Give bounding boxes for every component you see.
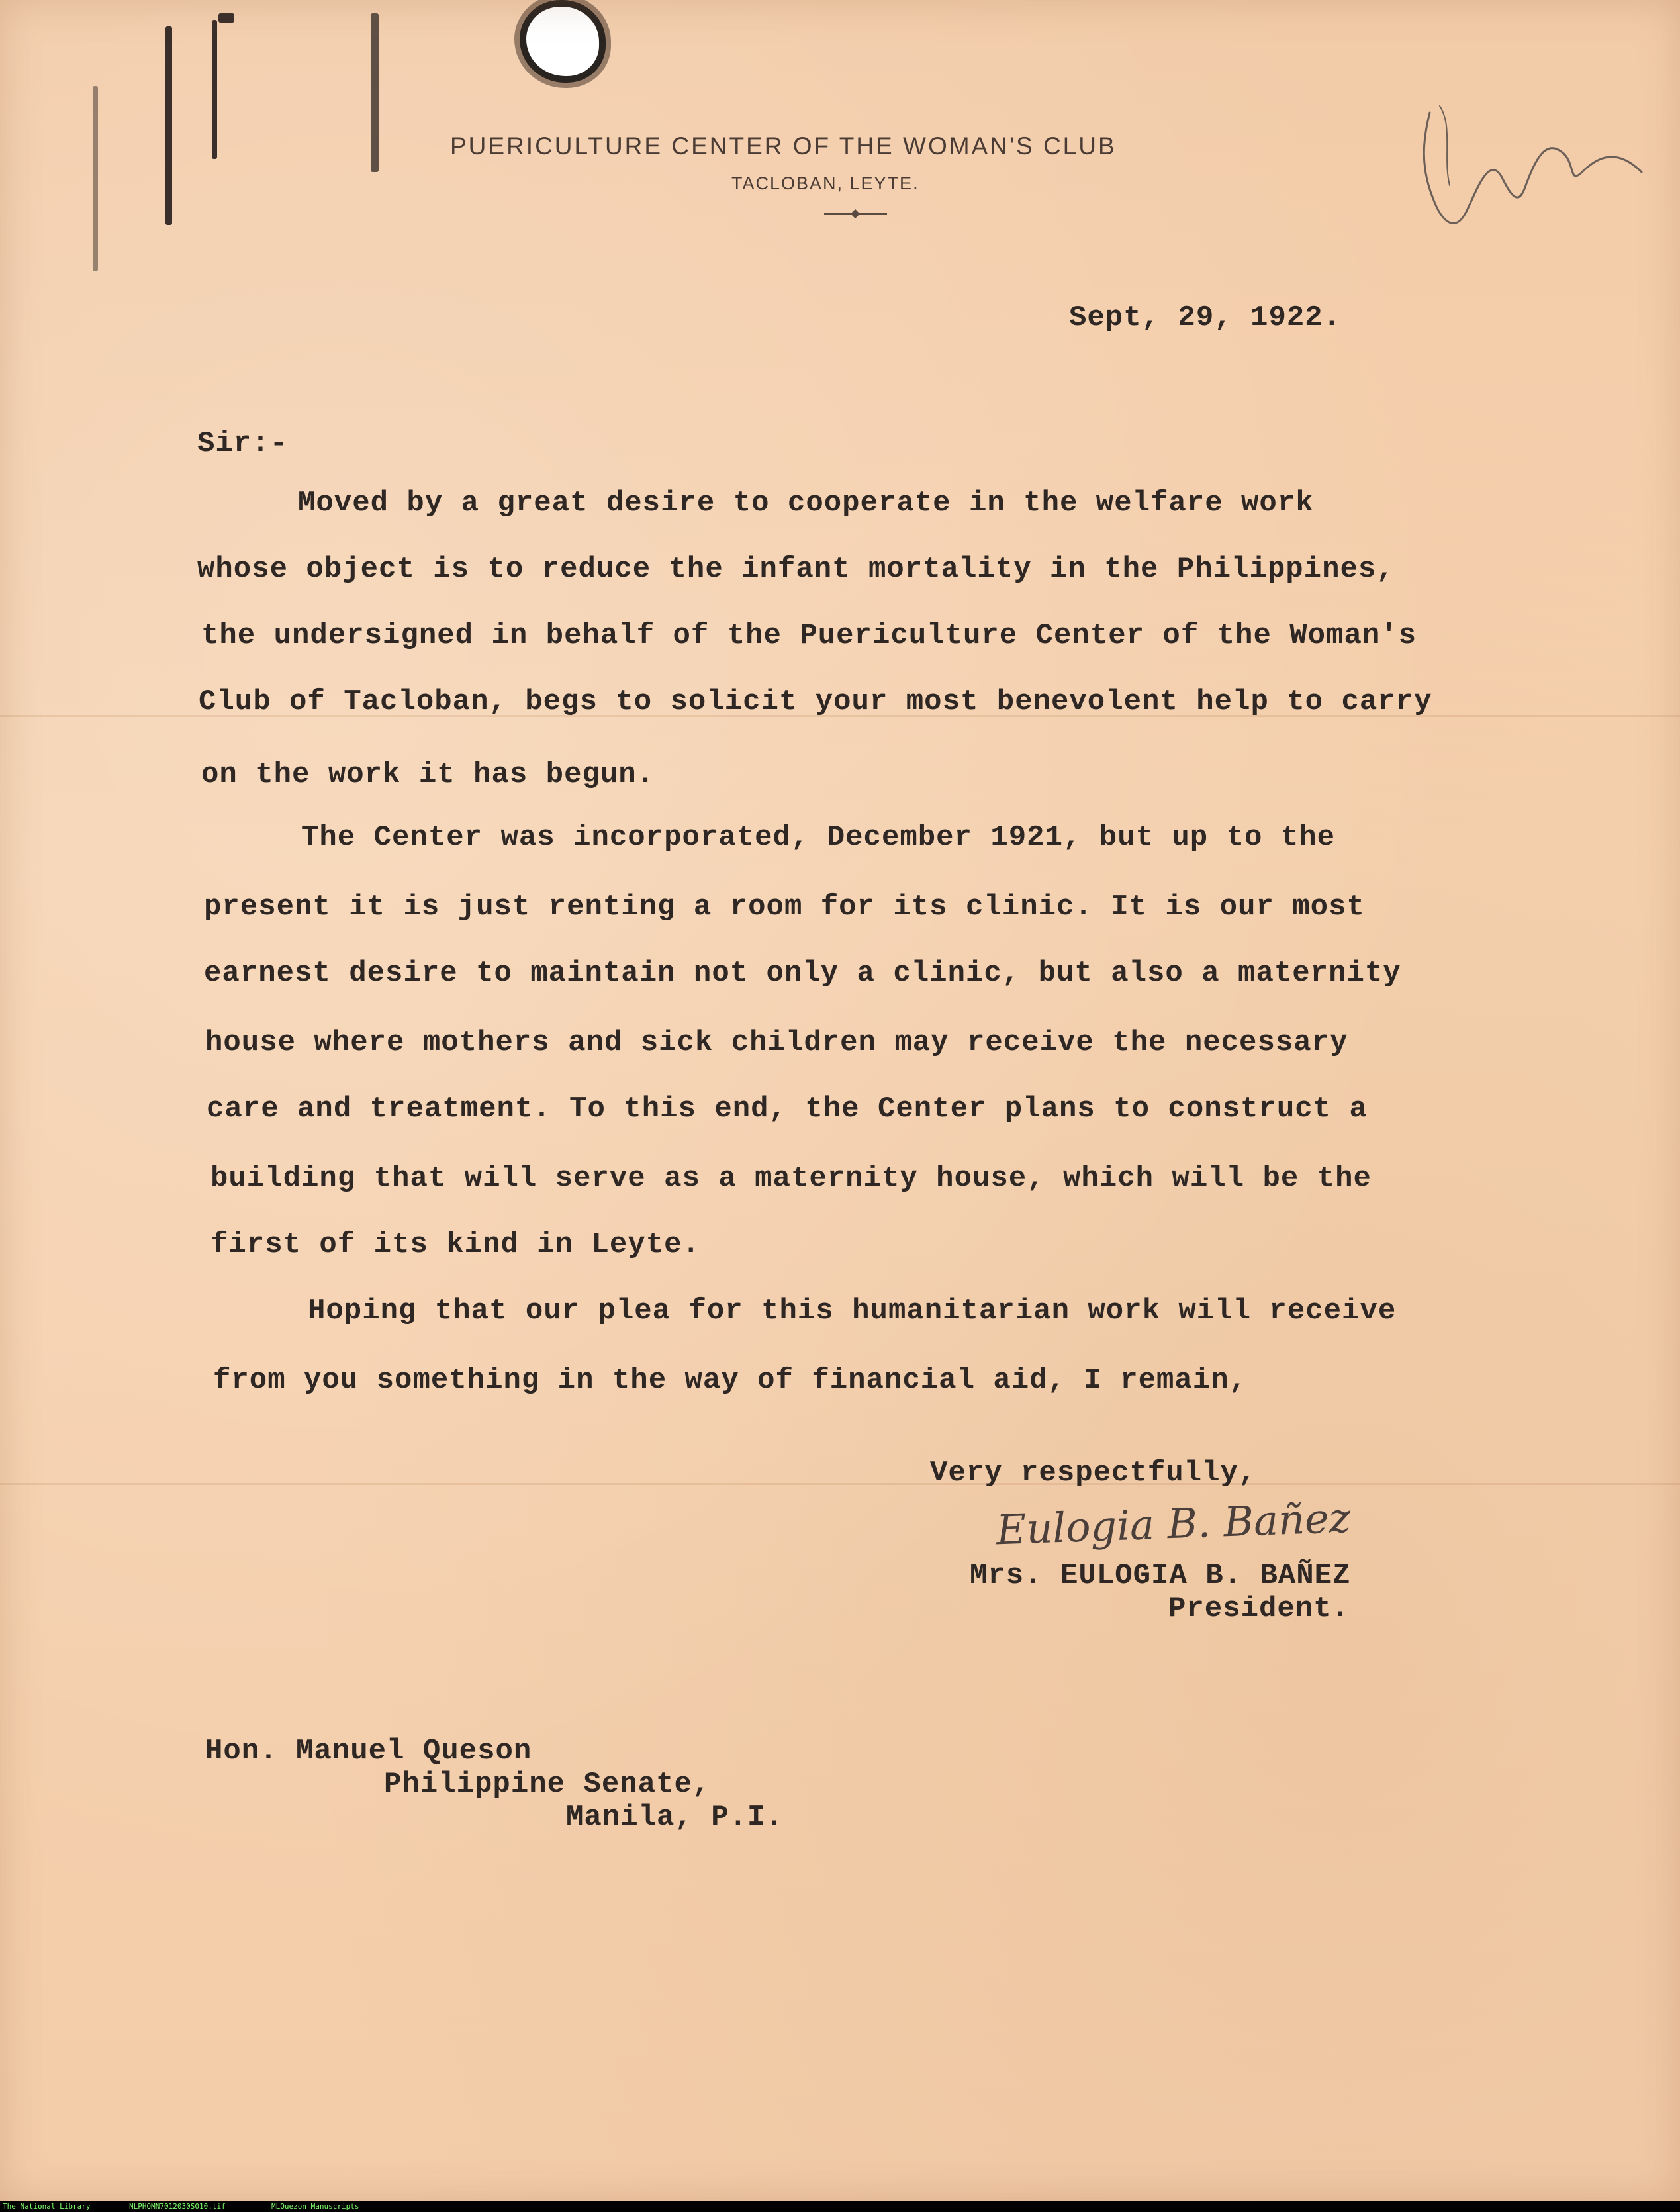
paper-fold <box>0 1483 1680 1485</box>
signatory-title: President. <box>1168 1592 1350 1625</box>
paragraph-2-line: first of its kind in Leyte. <box>210 1228 700 1261</box>
recipient-line: Manila, P.I. <box>566 1801 784 1834</box>
footer-collection: MLQuezon Manuscripts <box>271 2202 359 2211</box>
ink-smudge <box>165 26 172 225</box>
pencil-initial-mark <box>1403 99 1655 265</box>
signature-script: Eulogia B. Bañez <box>995 1493 1352 1555</box>
paragraph-3-line: from you something in the way of financial aid, I remain, <box>213 1364 1248 1397</box>
ink-smudge <box>93 86 98 271</box>
paragraph-1-line: on the work it has begun. <box>201 758 655 791</box>
paragraph-2-line: The Center was incorporated, December 1921, but up to the <box>301 821 1336 854</box>
paragraph-1-line: Moved by a great desire to cooperate in the welfare work <box>298 487 1314 520</box>
paragraph-1-line: Club of Tacloban, begs to solicit your most benevolent help to carry <box>199 685 1432 718</box>
paragraph-2-line: house where mothers and sick children may receive the necessary <box>205 1026 1348 1059</box>
footer-library: The National Library <box>3 2202 91 2211</box>
paragraph-2-line: building that will serve as a maternity house, which will be the <box>210 1162 1372 1195</box>
archive-footer-bar <box>0 2201 1680 2212</box>
salutation: Sir:- <box>197 427 289 460</box>
paragraph-2-line: present it is just renting a room for its clinic. It is our most <box>204 890 1365 924</box>
ink-smudge <box>212 20 217 159</box>
letterhead-ornament <box>824 212 887 216</box>
paragraph-2-line: care and treatment. To this end, the Center plans to construct a <box>207 1092 1368 1126</box>
paragraph-2-line: earnest desire to maintain not only a clinic, but also a maternity <box>204 957 1401 990</box>
closing: Very respectfully, <box>930 1457 1257 1490</box>
letterhead-title: PUERICULTURE CENTER OF THE WOMAN'S CLUB <box>450 132 1117 160</box>
ink-smudge <box>371 13 379 172</box>
recipient-line: Hon. Manuel Queson <box>205 1735 532 1768</box>
ink-smudge <box>218 13 234 23</box>
recipient-line: Philippine Senate, <box>384 1768 711 1801</box>
punch-hole <box>526 7 599 76</box>
paragraph-3-line: Hoping that our plea for this humanitarian work will receive <box>308 1294 1397 1327</box>
letterhead-location: TACLOBAN, LEYTE. <box>731 173 919 193</box>
paragraph-1-line: the undersigned in behalf of the Puericulture Center of the Woman's <box>201 619 1417 652</box>
letter-date: Sept, 29, 1922. <box>1069 301 1342 334</box>
footer-file: NLPHQMN7012030S010.tif <box>129 2202 226 2211</box>
paragraph-1-line: whose object is to reduce the infant mortality in the Philippines, <box>197 553 1395 586</box>
signatory-name: Mrs. EULOGIA B. BAÑEZ <box>970 1559 1351 1592</box>
